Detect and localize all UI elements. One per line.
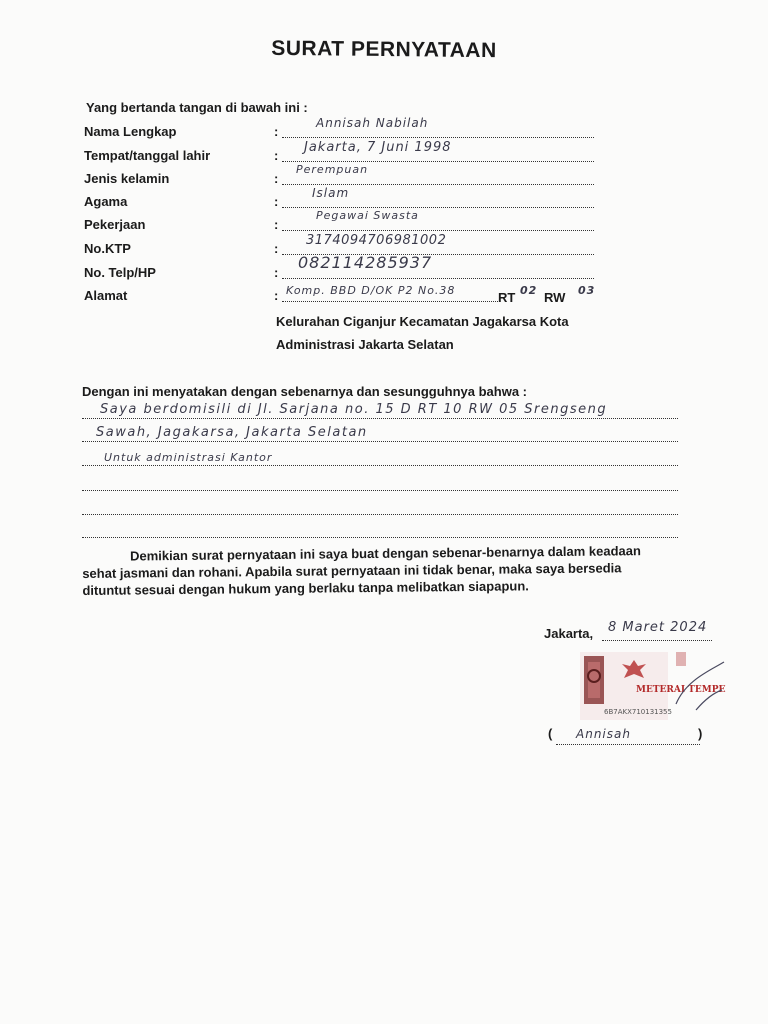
field-colon: : (274, 171, 279, 186)
page-title: SURAT PERNYATAAN (271, 36, 497, 63)
closing-line: Demikian surat pernyataan ini saya buat dengan sebenar-benarnya dalam keadaan (130, 543, 641, 564)
kelurahan-line: Kelurahan Ciganjur Kecamatan Jagakarsa Kota (276, 314, 569, 329)
field-value: Islam (312, 186, 350, 200)
field-colon: : (274, 241, 279, 256)
statement-line (82, 418, 678, 419)
closing-line: sehat jasmani dan rohani. Apabila surat pernyataan ini tidak benar, maka saya bersedia (82, 560, 622, 581)
field-label: Nama Lengkap (84, 124, 177, 139)
signing-date: 8 Maret 2024 (608, 620, 708, 635)
rw-label: RW (544, 290, 566, 305)
rt-value: 02 (520, 284, 538, 297)
field-value: Jakarta, 7 Juni 1998 (304, 140, 452, 155)
signature-line (556, 744, 700, 745)
fill-line (282, 207, 594, 208)
rw-value: 03 (578, 284, 596, 297)
field-value: Annisah Nabilah (316, 116, 429, 130)
fill-line (282, 230, 594, 231)
intro-text: Yang bertanda tangan di bawah ini : (86, 100, 308, 115)
field-label: Agama (84, 194, 128, 209)
statement-line (82, 465, 678, 466)
signature-open: ( (548, 726, 553, 741)
fill-line (282, 301, 500, 302)
field-label: Jenis kelamin (84, 171, 170, 186)
kelurahan-line: Administrasi Jakarta Selatan (276, 337, 454, 352)
fill-line (282, 184, 594, 185)
field-colon: : (274, 148, 279, 163)
field-value: Perempuan (296, 163, 369, 176)
place-label: Jakarta, (544, 626, 594, 641)
field-value: 082114285937 (298, 253, 433, 272)
field-colon: : (274, 124, 279, 139)
field-value: 3174094706981002 (306, 233, 447, 248)
field-colon: : (274, 217, 279, 232)
field-value: Komp. BBD D/OK P2 No.38 (286, 284, 456, 297)
statement-text: Untuk administrasi Kantor (104, 451, 273, 464)
stamp-code: 6B7AKX710131355 (604, 708, 672, 716)
fill-line (282, 137, 594, 138)
statement-intro: Dengan ini menyatakan dengan sebenarnya dan sesungguhnya bahwa : (82, 384, 527, 399)
field-colon: : (274, 194, 279, 209)
stamp-graphic (576, 640, 726, 730)
field-label: No.KTP (84, 241, 131, 256)
closing-paragraph (82, 542, 683, 599)
statement-text: Saya berdomisili di Jl. Sarjana no. 15 D RT 10 RW 05 Srengseng (100, 402, 608, 417)
field-label: Tempat/tanggal lahir (84, 148, 211, 163)
statement-line (82, 514, 678, 515)
field-label: No. Telp/HP (84, 265, 156, 280)
field-label: Pekerjaan (84, 217, 146, 232)
closing-line: dituntut sesuai dengan hukum yang berlaku tanpa melibatkan siapapun. (82, 578, 529, 598)
fill-line (282, 278, 594, 279)
stamp-label: METERAI TEMPEL (636, 685, 726, 695)
signer-name: Annisah (576, 727, 631, 741)
meterai-stamp (576, 640, 726, 730)
statement-text: Sawah, Jagakarsa, Jakarta Selatan (96, 425, 368, 440)
field-label: Alamat (84, 288, 128, 303)
statement-line (82, 537, 678, 538)
statement-line (82, 490, 678, 491)
field-value: Pegawai Swasta (316, 209, 419, 222)
rt-label: RT (498, 290, 516, 305)
field-colon: : (274, 288, 279, 303)
field-row (84, 284, 500, 310)
field-colon: : (274, 265, 279, 280)
statement-line (82, 441, 678, 442)
signature-close: ) (698, 726, 703, 741)
fill-line (282, 161, 594, 162)
